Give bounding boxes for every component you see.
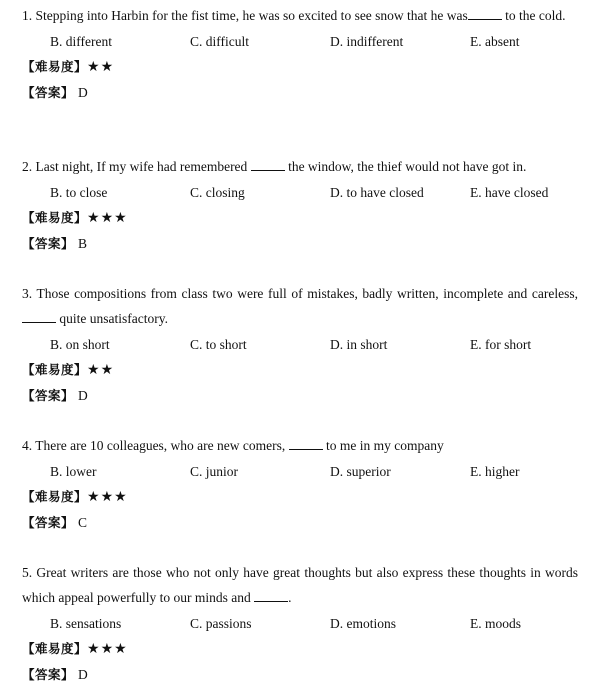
option-c: C. difficult — [190, 34, 249, 49]
option-b: B. lower — [50, 464, 97, 479]
difficulty-label: 【难易度】 — [22, 210, 88, 225]
option-d: D. in short — [330, 337, 388, 352]
stem-text: . — [288, 590, 292, 605]
answer-line — [22, 383, 578, 408]
option-c: C. closing — [190, 185, 245, 200]
question-3 — [22, 281, 578, 408]
stem-text: 5. Great writers are those who not only have great thoughts but also express these thoughts in words which appeal powerfully to our minds and — [22, 565, 578, 605]
answer-value: B — [78, 236, 88, 251]
option-c: C. to short — [190, 337, 247, 352]
difficulty-label: 【难易度】 — [22, 59, 88, 74]
difficulty-label: 【难易度】 — [22, 641, 88, 656]
answer-blank — [289, 437, 323, 450]
difficulty-line — [22, 484, 578, 510]
difficulty-line — [22, 54, 578, 80]
question-1 — [22, 3, 578, 105]
question-2 — [22, 154, 578, 256]
difficulty-label: 【难易度】 — [22, 489, 88, 504]
option-e: E. absent — [470, 34, 520, 49]
answer-label: 【答案】 — [22, 85, 75, 100]
answer-line — [22, 80, 578, 105]
option-d: D. to have closed — [330, 185, 424, 200]
option-c: C. junior — [190, 464, 239, 479]
stem-text: 2. Last night, If my wife had remembered — [22, 159, 251, 174]
difficulty-line — [22, 636, 578, 662]
question-5 — [22, 560, 578, 687]
star-icon: ★★★ — [87, 641, 128, 657]
stem-text: 3. Those compositions from class two were full of mistakes, badly written, incomplete and careless, — [22, 286, 578, 301]
stem-text: 4. There are 10 colleagues, who are new comers, — [22, 438, 289, 453]
answer-value: D — [78, 388, 88, 403]
answer-blank — [22, 310, 56, 323]
option-b: B. sensations — [50, 616, 122, 631]
question-4 — [22, 433, 578, 535]
difficulty-line — [22, 205, 578, 231]
option-d: D. superior — [330, 464, 391, 479]
answer-label: 【答案】 — [22, 515, 75, 530]
question-stem — [22, 3, 578, 28]
question-stem — [22, 433, 578, 458]
answer-label: 【答案】 — [22, 236, 75, 251]
stem-text: quite unsatisfactory. — [56, 311, 168, 326]
answer-value: C — [78, 515, 88, 530]
option-e: E. for short — [470, 337, 532, 352]
option-d: D. indifferent — [330, 34, 404, 49]
stem-text: to the cold. — [501, 8, 566, 23]
option-b: B. different — [50, 34, 112, 49]
answer-value: D — [78, 85, 88, 100]
answer-line — [22, 662, 578, 687]
answer-line — [22, 231, 578, 256]
option-e: E. higher — [470, 464, 520, 479]
stem-text: the window, the thief would not have got in. — [284, 159, 527, 174]
answer-label: 【答案】 — [22, 667, 75, 682]
option-c: C. passions — [190, 616, 252, 631]
answer-blank — [251, 158, 285, 171]
option-b: B. to close — [50, 185, 108, 200]
star-icon: ★★★ — [87, 210, 128, 226]
star-icon: ★★ — [87, 362, 115, 378]
difficulty-line — [22, 357, 578, 383]
options-row — [22, 30, 578, 54]
option-e: E. moods — [470, 616, 522, 631]
stem-text: to me in my company — [322, 438, 444, 453]
question-stem — [22, 154, 578, 179]
question-stem — [22, 281, 578, 331]
options-row — [22, 612, 578, 636]
options-row — [22, 181, 578, 205]
answer-value: D — [78, 667, 88, 682]
option-d: D. emotions — [330, 616, 396, 631]
star-icon: ★★ — [87, 59, 115, 75]
options-row — [22, 333, 578, 357]
star-icon: ★★★ — [87, 489, 128, 505]
question-stem — [22, 560, 578, 610]
answer-label: 【答案】 — [22, 388, 75, 403]
answer-blank — [254, 589, 288, 602]
option-e: E. have closed — [470, 185, 549, 200]
option-b: B. on short — [50, 337, 110, 352]
answer-line — [22, 510, 578, 535]
answer-blank — [468, 7, 502, 20]
options-row — [22, 460, 578, 484]
stem-text: 1. Stepping into Harbin for the fist time, he was so excited to see snow that he was — [22, 8, 468, 23]
difficulty-label: 【难易度】 — [22, 362, 88, 377]
